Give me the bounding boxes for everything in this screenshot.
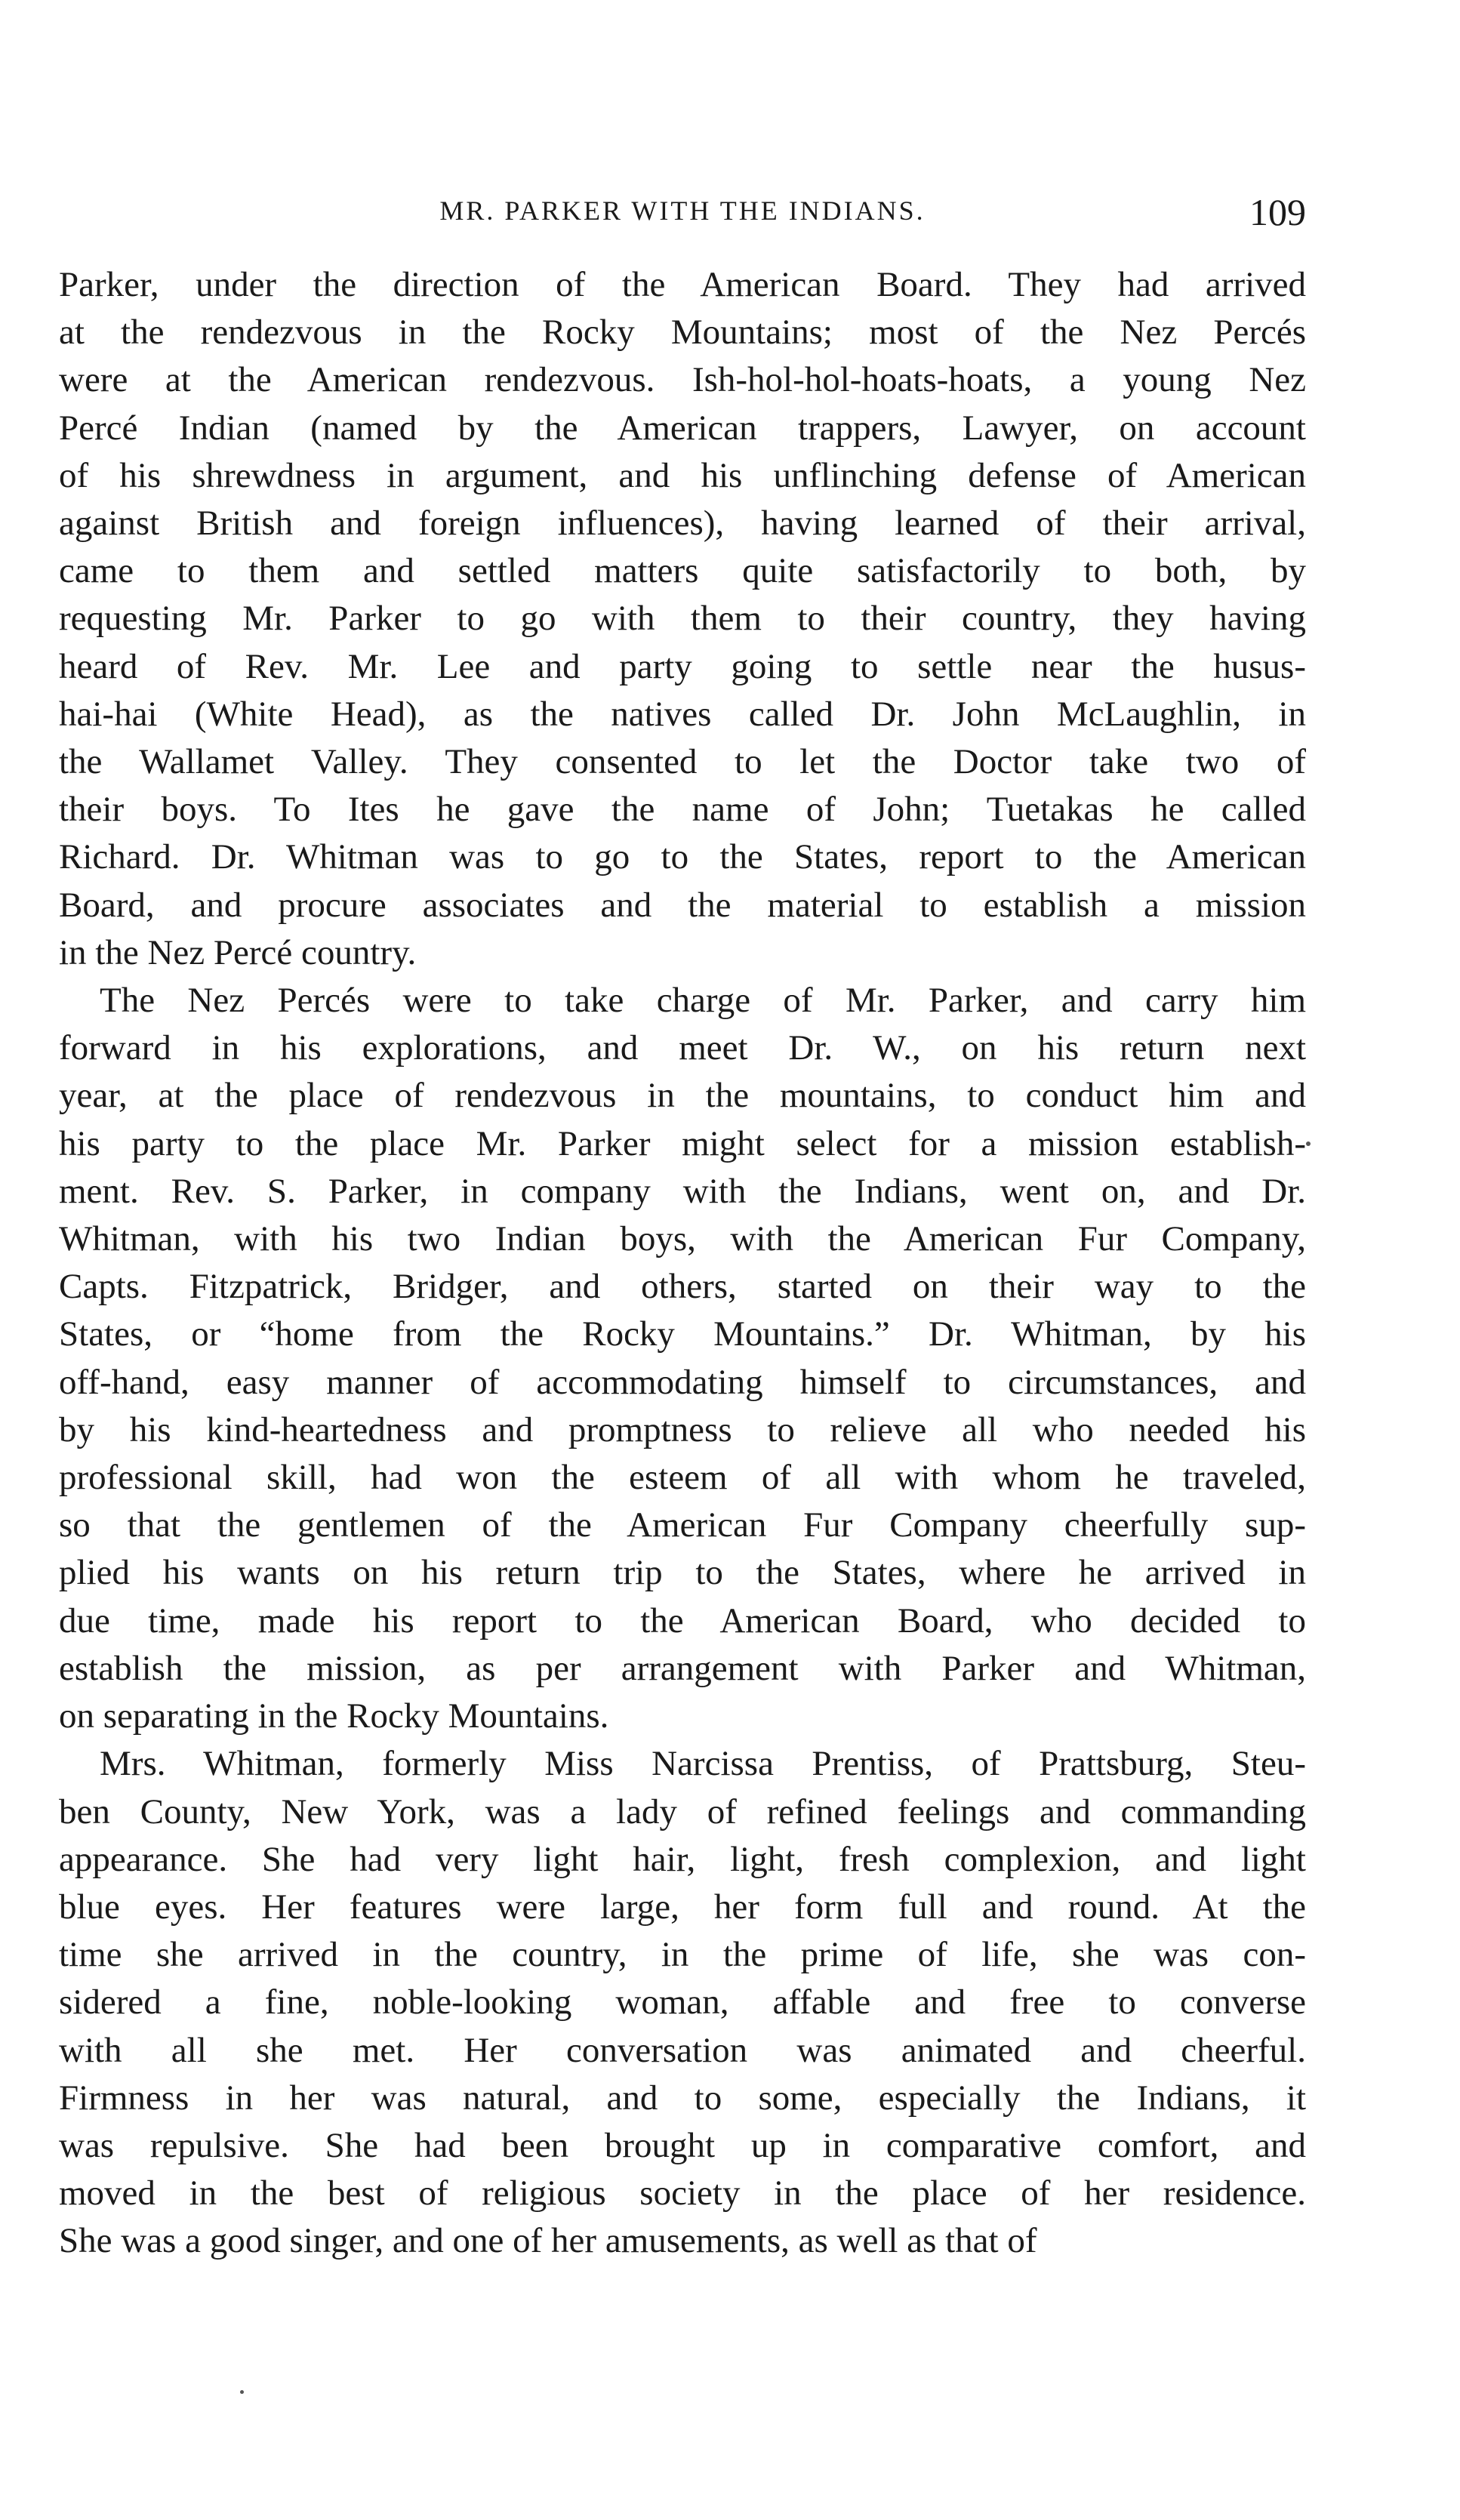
text-line: ben County, New York, was a lady of refined feelings and commanding — [59, 1791, 1306, 1831]
text-line: forward in his explorations, and meet Dr. W., on his return next — [59, 1028, 1306, 1068]
text-line: were at the American rendezvous. Ish-hol-hol-hoats-hoats, a young Nez — [59, 360, 1306, 400]
text-line: requesting Mr. Parker to go with them to their country, they having — [59, 599, 1306, 639]
text-line: ment. Rev. S. Parker, in company with the Indians, went on, and Dr. — [59, 1171, 1306, 1211]
text-line: Richard. Dr. Whitman was to go to the States, report to the American — [59, 837, 1306, 877]
text-line: of his shrewdness in argument, and his unflinching defense of American — [59, 455, 1306, 495]
text-line: in the Nez Percé country. — [59, 932, 417, 972]
text-line: the Wallamet Valley. They consented to let the Doctor take two of — [59, 742, 1306, 782]
text-line: Firmness in her was natural, and to some, especially the Indians, it — [59, 2078, 1306, 2118]
text-line: Parker, under the direction of the American Board. They had arrived — [59, 265, 1306, 304]
text-line: by his kind-heartedness and promptness to relieve all who needed his — [59, 1409, 1306, 1449]
text-line: appearance. She had very light hair, light, fresh complexion, and light — [59, 1839, 1306, 1879]
text-line: Capts. Fitzpatrick, Bridger, and others, started on their way to the — [59, 1267, 1306, 1307]
text-line: his party to the place Mr. Parker might select for a mission establish- — [59, 1123, 1306, 1163]
text-line: Mrs. Whitman, formerly Miss Narcissa Prentiss, of Prattsburg, Steu- — [100, 1744, 1306, 1784]
text-line: so that the gentlemen of the American Fur Company cheerfully sup- — [59, 1505, 1306, 1545]
text-line: The Nez Percés were to take charge of Mr. Parker, and carry him — [100, 981, 1306, 1021]
text-line: States, or “home from the Rocky Mountains.” Dr. Whitman, by his — [59, 1314, 1306, 1354]
print-speck — [240, 2390, 244, 2394]
text-line: Whitman, with his two Indian boys, with the American Fur Company, — [59, 1219, 1306, 1259]
text-line: their boys. To Ites he gave the name of John; Tuetakas he called — [59, 790, 1306, 830]
running-title: MR. PARKER WITH THE INDIANS. — [439, 196, 926, 226]
text-line: at the rendezvous in the Rocky Mountains; most of the Nez Percés — [59, 313, 1306, 353]
text-line: Board, and procure associates and the material to establish a mission — [59, 885, 1306, 925]
paragraph — [59, 977, 1306, 1740]
text-line: establish the mission, as per arrangement with Parker and Whitman, — [59, 1648, 1306, 1688]
text-line: year, at the place of rendezvous in the mountains, to conduct him and — [59, 1076, 1306, 1116]
paragraph — [59, 1740, 1306, 2265]
text-line: plied his wants on his return trip to the States, where he arrived in — [59, 1553, 1306, 1593]
text-line: on separating in the Rocky Mountains. — [59, 1696, 609, 1736]
text-line: due time, made his report to the American Board, who decided to — [59, 1600, 1306, 1640]
text-line: blue eyes. Her features were large, her form full and round. At the — [59, 1887, 1306, 1927]
paragraph — [59, 261, 1306, 977]
page-number: 109 — [1249, 191, 1306, 233]
text-line: moved in the best of religious society in the place of her residence. — [59, 2173, 1306, 2213]
text-line: off-hand, easy manner of accommodating himself to circumstances, and — [59, 1362, 1306, 1402]
text-line: against British and foreign influences), having learned of their arrival, — [59, 504, 1306, 544]
text-line: was repulsive. She had been brought up in comparative comfort, and — [59, 2125, 1306, 2165]
running-head — [59, 190, 1306, 236]
text-line: sidered a fine, noble-looking woman, affable and free to converse — [59, 1982, 1306, 2022]
text-line: She was a good singer, and one of her amusements, as well as that of — [59, 2221, 1037, 2261]
text-line: time she arrived in the country, in the prime of life, she was con- — [59, 1935, 1306, 1975]
body-text — [59, 261, 1306, 2266]
text-line: with all she met. Her conversation was animated and cheerful. — [59, 2030, 1306, 2070]
text-line: heard of Rev. Mr. Lee and party going to settle near the husus- — [59, 646, 1306, 686]
text-line: Percé Indian (named by the American trappers, Lawyer, on account — [59, 408, 1306, 448]
print-speck — [1306, 1141, 1311, 1146]
text-line: hai-hai (White Head), as the natives called Dr. John McLaughlin, in — [59, 694, 1306, 734]
text-line: came to them and settled matters quite satisfactorily to both, by — [59, 551, 1306, 591]
text-line: professional skill, had won the esteem of all with whom he traveled, — [59, 1458, 1306, 1498]
